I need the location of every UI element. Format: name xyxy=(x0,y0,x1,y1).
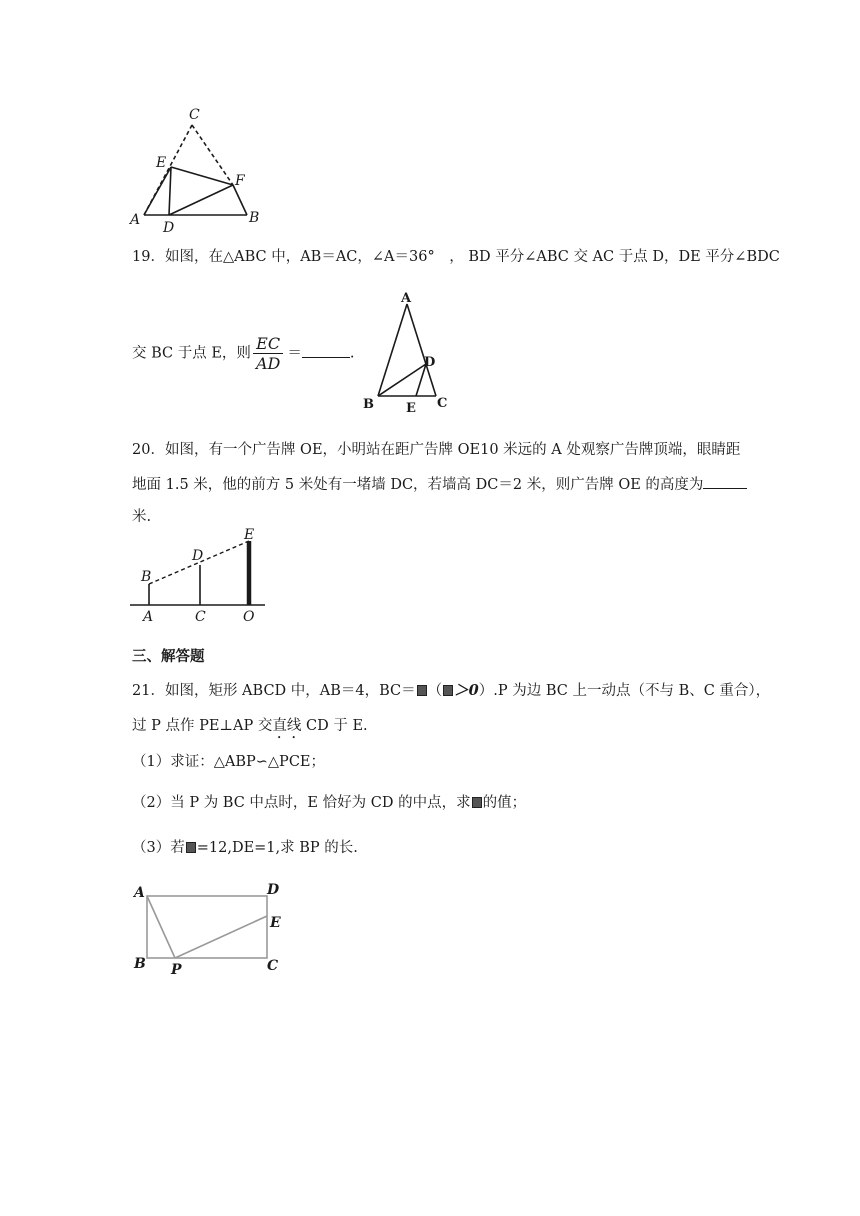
side-ac xyxy=(407,304,436,396)
label-c: C xyxy=(437,396,448,411)
q21-part3 xyxy=(132,838,358,858)
q21-line1 xyxy=(132,681,770,701)
segment-df xyxy=(169,185,233,215)
label-o: O xyxy=(243,609,255,625)
q21-part2 xyxy=(132,793,526,813)
label-b: B xyxy=(141,569,152,585)
missing-symbol-icon xyxy=(472,797,482,808)
q21-line1-a: 21．如图，矩形 ABCD 中，AB＝4，BC＝ xyxy=(132,683,416,699)
q19-line2 xyxy=(132,334,354,373)
q19-line1: 19．如图，在△ABC 中，AB＝AC，∠A＝36° ， BD 平分∠ABC 交 AC 于点 D，DE 平分∠BDC xyxy=(132,249,780,265)
q19-end: . xyxy=(349,345,355,362)
q20-line2-text: 地面 1.5 米，他的前方 5 米处有一堵墙 DC，若墙高 DC＝2 米，则广告牌 OE 的高度为 xyxy=(132,477,704,493)
label-d: D xyxy=(192,548,204,564)
q19-prefix: 交 BC 于点 E，则 xyxy=(132,345,251,362)
q21-part1: （1）求证：△ABP∽△PCE； xyxy=(132,754,325,770)
label-e: E xyxy=(244,527,255,543)
fraction-numerator: EC xyxy=(253,334,283,354)
label-d: D xyxy=(424,355,436,370)
side-ab xyxy=(378,304,407,396)
q21-part3-a: （3）若 xyxy=(132,840,185,856)
label-d: D xyxy=(163,220,175,236)
label-a: A xyxy=(401,291,412,306)
side-fb xyxy=(233,185,247,215)
segment-pe xyxy=(175,916,267,958)
q21-part3-b: =12,DE=1,求 BP 的长. xyxy=(196,840,358,856)
label-b: B xyxy=(134,956,146,972)
q21-line2-b: CD 于 E. xyxy=(301,718,368,734)
q21-line2-a: 过 P 点作 PE⊥AP 交 xyxy=(132,718,273,734)
q21-line2 xyxy=(132,716,368,742)
answer-blank-20[interactable] xyxy=(703,474,747,489)
q20-line2 xyxy=(132,474,747,495)
q19-fraction xyxy=(253,334,283,373)
q19-equals: ＝ xyxy=(287,345,302,362)
missing-symbol-icon xyxy=(417,685,427,696)
missing-symbol-icon xyxy=(443,685,453,696)
fraction-denominator: AD xyxy=(255,354,281,373)
label-c: C xyxy=(267,958,279,974)
figure-billboard xyxy=(125,527,275,627)
label-b: B xyxy=(249,210,260,226)
label-e: E xyxy=(406,401,416,415)
figure-rectangle xyxy=(125,878,295,978)
segment-ap xyxy=(147,896,175,958)
figure-triangle-fold xyxy=(125,105,275,240)
q20-line1: 20．如图，有一个广告牌 OE，小明站在距广告牌 OE10 米远的 A 处观察广告牌顶端，眼睛距 xyxy=(132,442,741,458)
segment-bd xyxy=(378,364,426,396)
figure-isosceles-triangle xyxy=(360,290,460,415)
q21-paren-open: （ xyxy=(427,683,443,699)
side-ae xyxy=(144,167,171,215)
label-b: B xyxy=(363,397,374,412)
label-c: C xyxy=(195,609,206,625)
label-c: C xyxy=(189,107,200,123)
q20-line3: 米. xyxy=(132,509,152,525)
q21-line1-b: ）.P 为边 BC 上一动点（不与 B、C 重合）， xyxy=(478,683,771,699)
label-a: A xyxy=(130,212,141,228)
label-a: A xyxy=(143,609,154,625)
section-heading: 三、解答题 xyxy=(132,648,205,665)
segment-ed xyxy=(169,167,171,215)
q21-condition: ＞0 xyxy=(454,682,479,699)
label-e: E xyxy=(156,155,167,171)
answer-blank-19[interactable] xyxy=(302,343,350,358)
side-bc-upper-dashed xyxy=(192,125,233,185)
label-p: P xyxy=(171,962,182,978)
segment-ef xyxy=(171,167,233,185)
label-f: F xyxy=(235,173,245,189)
rectangle-abcd xyxy=(147,896,267,958)
emphasized-word: 直线 xyxy=(272,718,302,734)
label-a: A xyxy=(134,885,145,901)
label-d: D xyxy=(267,882,280,898)
q21-part2-a: （2）当 P 为 BC 中点时，E 恰好为 CD 的中点，求 xyxy=(132,795,471,811)
label-e: E xyxy=(270,915,281,931)
q21-part2-b: 的值； xyxy=(482,795,527,811)
missing-symbol-icon xyxy=(186,842,196,853)
